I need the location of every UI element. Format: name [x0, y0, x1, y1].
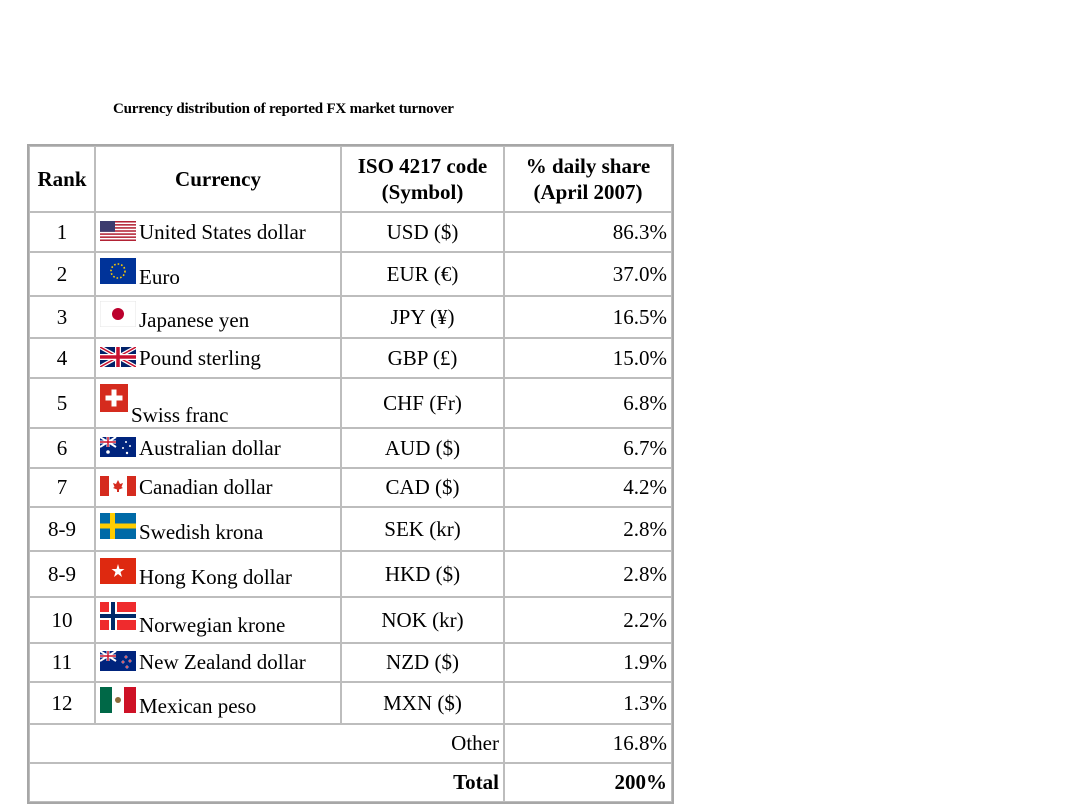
- share-cell: 2.2%: [504, 597, 672, 643]
- share-cell: 6.7%: [504, 428, 672, 468]
- table-row: [29, 468, 672, 507]
- iso-cell: MXN ($): [341, 682, 504, 724]
- total-share: 200%: [504, 763, 672, 802]
- currency-name: Canadian dollar: [139, 475, 273, 499]
- australia-flag-icon: [100, 437, 136, 457]
- currency-name: Euro: [139, 265, 180, 289]
- rank-cell: 10: [29, 597, 95, 643]
- currency-name: Pound sterling: [139, 345, 261, 370]
- table-row: [29, 507, 672, 551]
- table-row: [29, 338, 672, 378]
- currency-cell: [95, 507, 341, 551]
- rank-cell: 8-9: [29, 507, 95, 551]
- iso-cell: NZD ($): [341, 643, 504, 682]
- table-row: [29, 252, 672, 296]
- rank-cell: 1: [29, 212, 95, 252]
- table-row: [29, 212, 672, 252]
- share-cell: 16.5%: [504, 296, 672, 338]
- total-label: Total: [29, 763, 504, 802]
- switzerland-flag-icon: [100, 384, 128, 412]
- iso-cell: AUD ($): [341, 428, 504, 468]
- rank-cell: 3: [29, 296, 95, 338]
- share-cell: 37.0%: [504, 252, 672, 296]
- header-currency: Currency: [95, 146, 341, 212]
- us-flag-icon: [100, 221, 136, 241]
- currency-name: United States dollar: [139, 219, 306, 244]
- iso-cell: CHF (Fr): [341, 378, 504, 428]
- currency-name: Japanese yen: [139, 308, 250, 332]
- currency-cell: [95, 551, 341, 597]
- currency-cell: [95, 338, 341, 378]
- currency-name: Norwegian krone: [139, 613, 286, 637]
- currency-cell: [95, 643, 341, 682]
- header-iso-line2: (Symbol): [381, 180, 464, 204]
- currency-name: Australian dollar: [139, 435, 281, 460]
- share-cell: 1.9%: [504, 643, 672, 682]
- share-cell: 2.8%: [504, 551, 672, 597]
- currency-name: New Zealand dollar: [139, 650, 306, 674]
- norway-flag-icon: [100, 602, 136, 630]
- currency-cell: [95, 682, 341, 724]
- currency-name: Hong Kong dollar: [139, 565, 292, 589]
- other-label: Other: [29, 724, 504, 763]
- rank-cell: 2: [29, 252, 95, 296]
- rank-cell: 5: [29, 378, 95, 428]
- table-row: [29, 378, 672, 428]
- currency-cell: [95, 296, 341, 338]
- currency-cell: [95, 252, 341, 296]
- share-cell: 15.0%: [504, 338, 672, 378]
- uk-flag-icon: [100, 347, 136, 367]
- iso-cell: GBP (£): [341, 338, 504, 378]
- iso-cell: NOK (kr): [341, 597, 504, 643]
- header-row: [29, 146, 672, 212]
- share-cell: 6.8%: [504, 378, 672, 428]
- mexico-flag-icon: [100, 687, 136, 713]
- header-share: [504, 146, 672, 212]
- total-row: [29, 763, 672, 802]
- table-caption: Currency distribution of reported FX market turnover: [113, 101, 454, 117]
- eu-flag-icon: [100, 258, 136, 284]
- currency-cell: [95, 378, 341, 428]
- currency-cell: [95, 597, 341, 643]
- rank-cell: 8-9: [29, 551, 95, 597]
- currency-name: Swedish krona: [139, 520, 264, 544]
- rank-cell: 6: [29, 428, 95, 468]
- header-rank: Rank: [29, 146, 95, 212]
- iso-cell: EUR (€): [341, 252, 504, 296]
- header-share-line2: (April 2007): [533, 180, 643, 204]
- currency-cell: [95, 428, 341, 468]
- new-zealand-flag-icon: [100, 651, 136, 671]
- rank-cell: 11: [29, 643, 95, 682]
- table-row: [29, 597, 672, 643]
- iso-cell: HKD ($): [341, 551, 504, 597]
- iso-cell: JPY (¥): [341, 296, 504, 338]
- currency-name: Mexican peso: [139, 694, 257, 718]
- table-row: [29, 551, 672, 597]
- share-cell: 2.8%: [504, 507, 672, 551]
- currency-name: Swiss franc: [131, 403, 229, 427]
- table-row: [29, 428, 672, 468]
- iso-cell: CAD ($): [341, 468, 504, 507]
- header-iso: [341, 146, 504, 212]
- other-row: [29, 724, 672, 763]
- japan-flag-icon: [100, 301, 136, 327]
- table-row: [29, 296, 672, 338]
- iso-cell: USD ($): [341, 212, 504, 252]
- sweden-flag-icon: [100, 513, 136, 539]
- currency-cell: [95, 212, 341, 252]
- table-row: [29, 643, 672, 682]
- share-cell: 1.3%: [504, 682, 672, 724]
- iso-cell: SEK (kr): [341, 507, 504, 551]
- rank-cell: 12: [29, 682, 95, 724]
- currency-turnover-table: [27, 144, 674, 804]
- share-cell: 4.2%: [504, 468, 672, 507]
- rank-cell: 4: [29, 338, 95, 378]
- canada-flag-icon: [100, 476, 136, 496]
- header-share-line1: % daily share: [525, 154, 651, 178]
- hong-kong-flag-icon: [100, 558, 136, 584]
- currency-cell: [95, 468, 341, 507]
- rank-cell: 7: [29, 468, 95, 507]
- table-row: [29, 682, 672, 724]
- share-cell: 86.3%: [504, 212, 672, 252]
- other-share: 16.8%: [504, 724, 672, 763]
- header-iso-line1: ISO 4217 code: [357, 154, 488, 178]
